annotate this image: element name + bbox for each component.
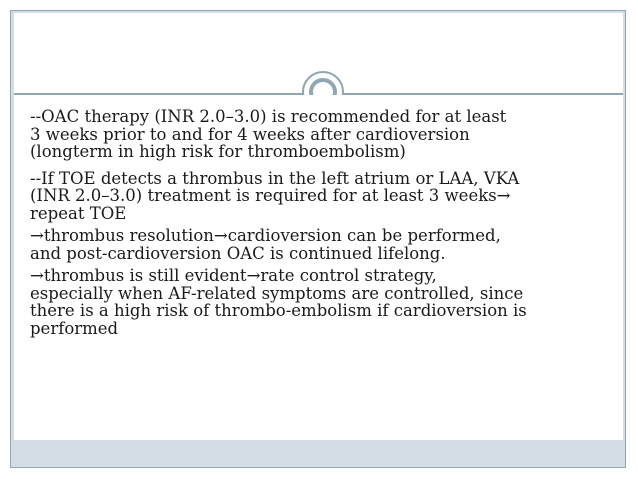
slide-body bbox=[30, 108, 620, 346]
paragraph-oac-therapy: --OAC therapy (INR 2.0–3.0) is recommended for at least 3 weeks prior to and for 4 weeks after cardioversion (longterm in high risk for thromboembolism) bbox=[30, 107, 507, 161]
paragraph-toe-thrombus: --If TOE detects a thrombus in the left atrium or LAA, VKA (INR 2.0–3.0) treatment is required for at least 3 weeks→ repeat TOE bbox=[30, 168, 520, 223]
paragraph-thrombus-evident: →thrombus is still evident→rate control strategy, especially when AF-related symptoms are controlled, since there is a high risk of thrombo-embolism if cardioversion is performed bbox=[30, 266, 527, 338]
footer-band bbox=[14, 440, 623, 464]
paragraph-thrombus-resolution: →thrombus resolution→cardioversion can be performed, and post-cardioversion OAC is continued lifelong. bbox=[30, 226, 501, 263]
